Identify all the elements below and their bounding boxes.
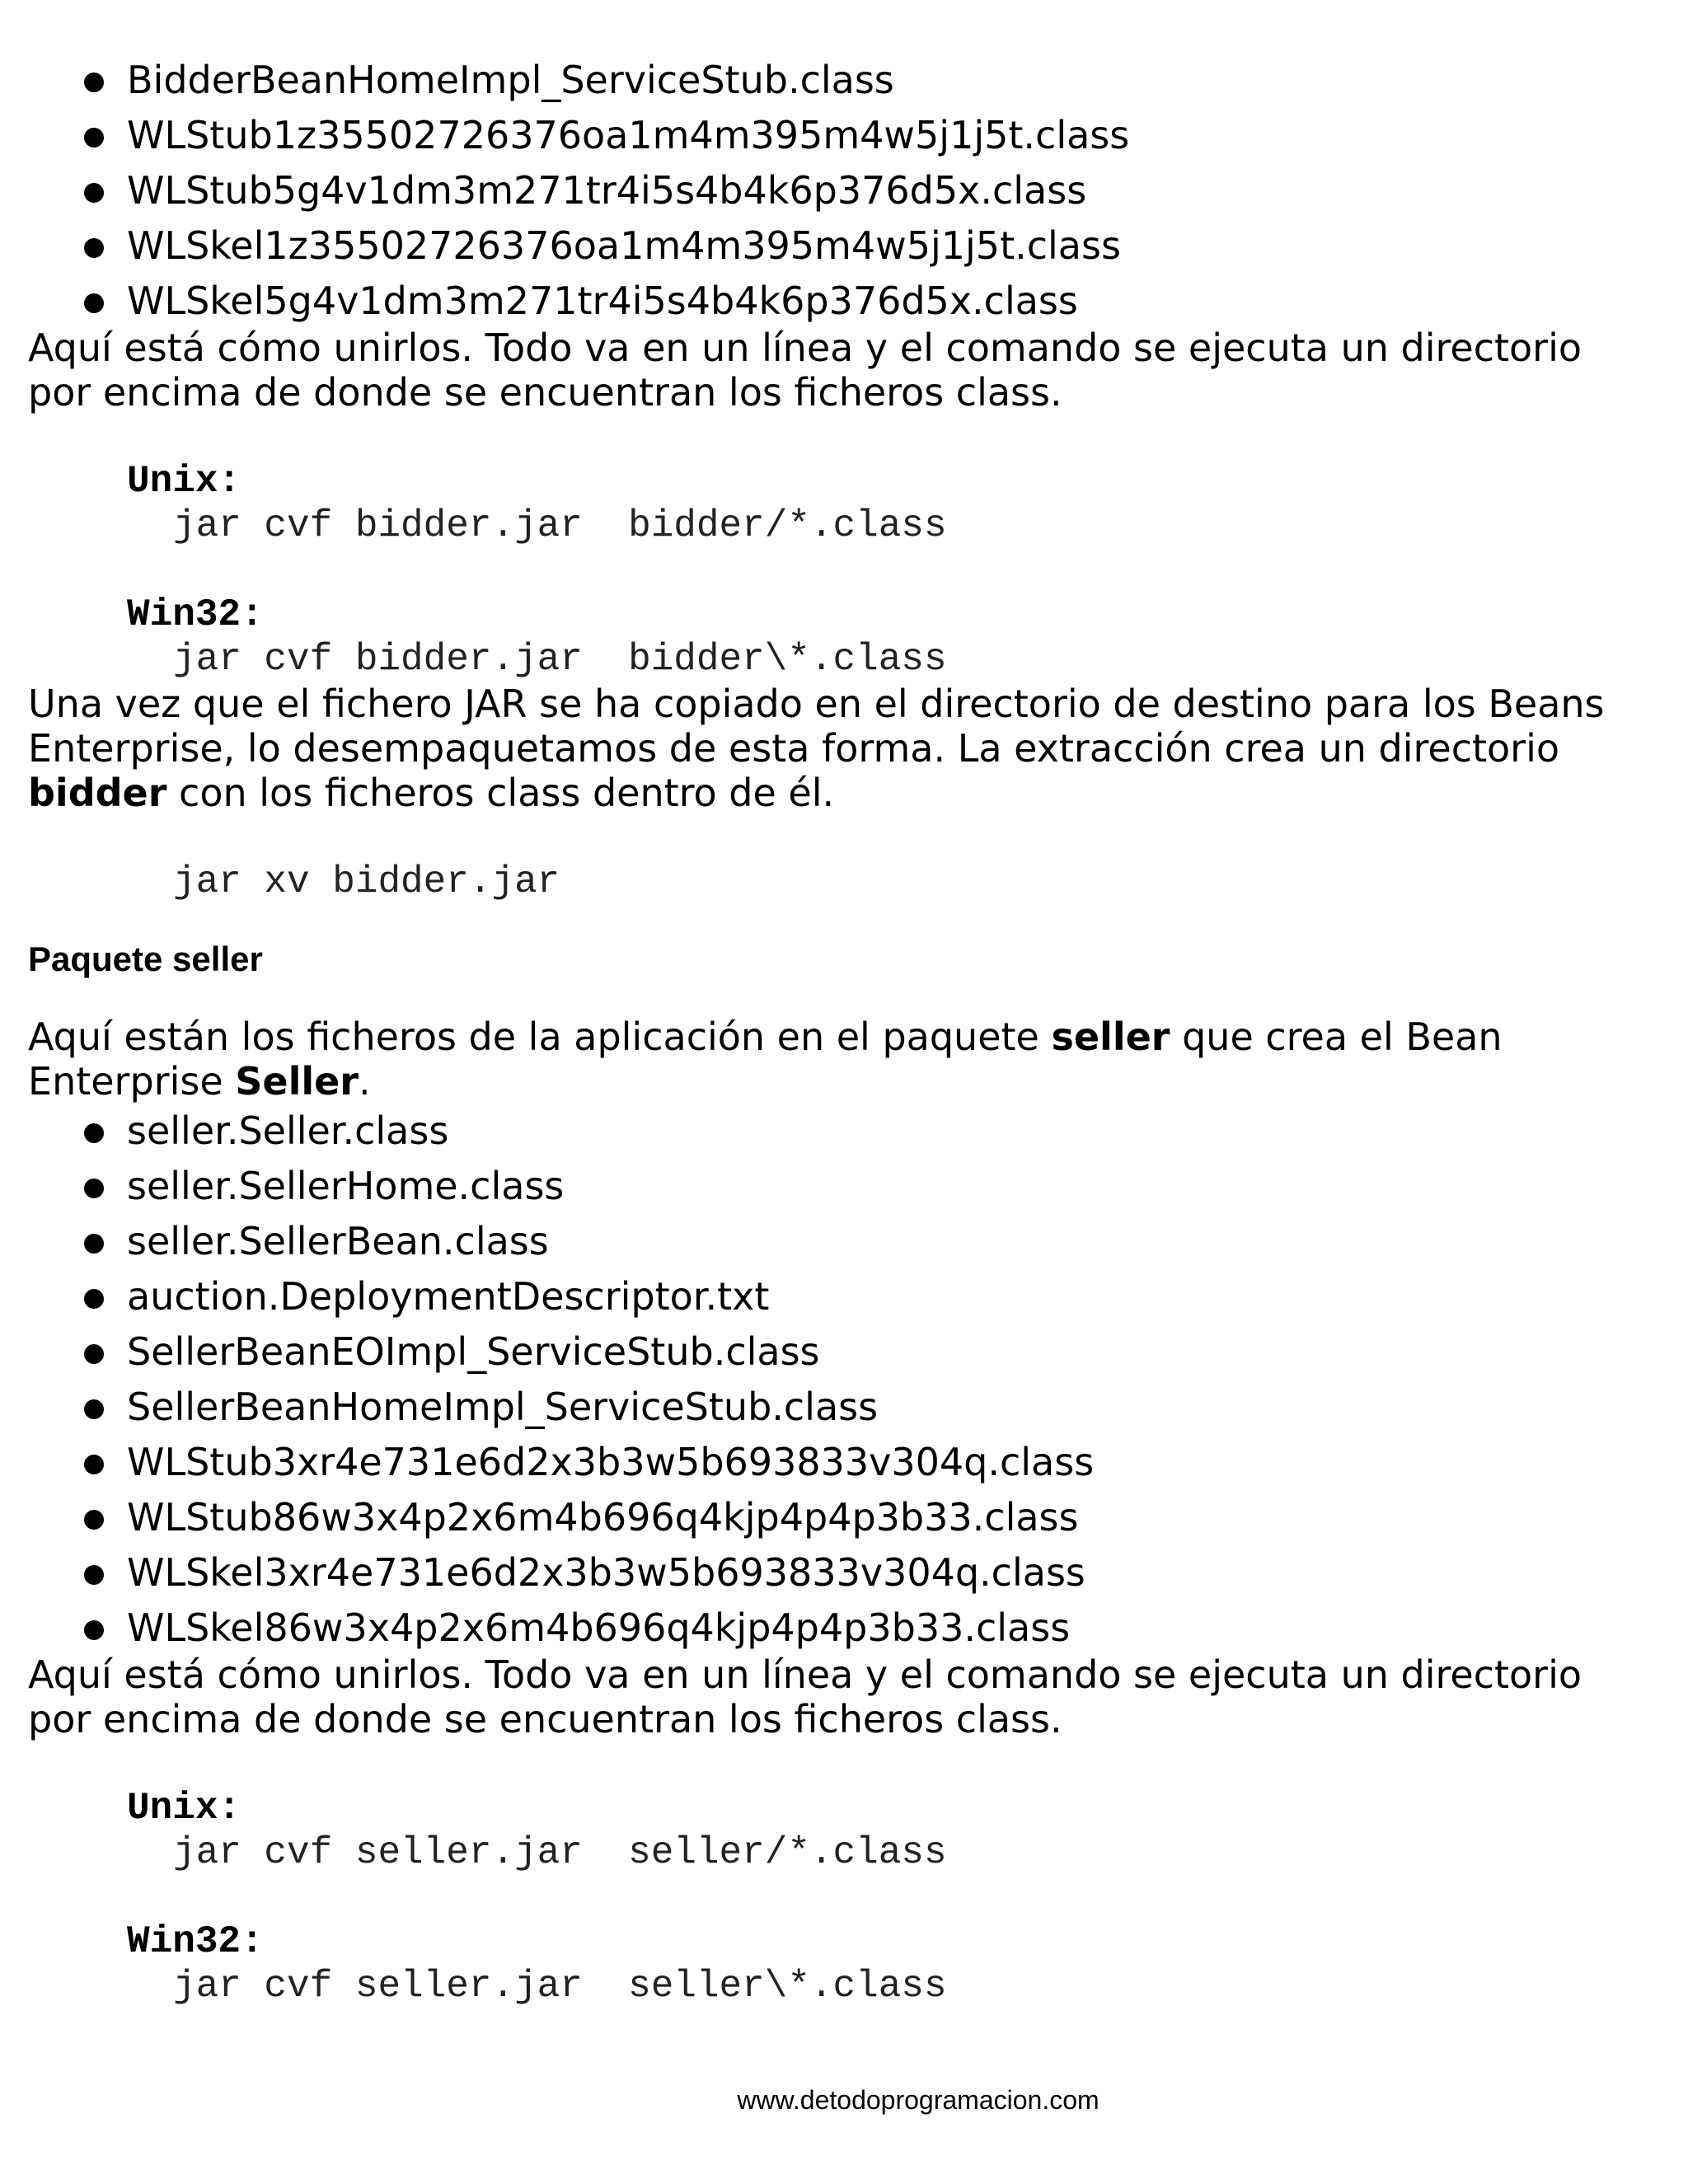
seller-term: seller: [1051, 1015, 1170, 1059]
document-page: [28, 53, 1660, 2008]
list-item: WLSkel3xr4e731e6d2x3b3w5b693833v304q.class: [127, 1545, 1660, 1601]
join-instructions-paragraph-2: Aquí está cómo unirlos. Todo va en un línea y el comando se ejecuta un directorio por encima de donde se encuentran los ficheros class.: [28, 1652, 1582, 1741]
bidder-file-list: [28, 53, 1660, 329]
bullet-icon: [84, 128, 104, 148]
bullet-icon: [84, 1234, 104, 1254]
list-item: WLSkel5g4v1dm3m271tr4i5s4b4k6p376d5x.class: [127, 274, 1660, 329]
bullet-icon: [84, 1123, 104, 1143]
bullet-icon: [84, 1399, 104, 1419]
unpack-paragraph: Una vez que el fichero JAR se ha copiado en el directorio de destino para los Beans Enterprise, lo desempaquetamos de esta forma. La extracción crea un directorio bidder con los ficheros class dentro de él.: [28, 682, 1605, 815]
unix-command: jar cvf bidder.jar bidder/*.class: [173, 504, 947, 547]
seller-file-list: [28, 1104, 1660, 1656]
win32-label: Win32:: [127, 593, 264, 636]
bullet-icon: [84, 1620, 104, 1640]
list-item: seller.SellerBean.class: [127, 1214, 1660, 1269]
bullet-icon: [84, 1510, 104, 1530]
bullet-icon: [84, 1344, 104, 1364]
seller-intro-paragraph: Aquí están los ficheros de la aplicación en el paquete seller que crea el Bean Enterprise Seller.: [28, 1015, 1503, 1104]
list-item: WLStub1z35502726376oa1m4m395m4w5j1j5t.class: [127, 108, 1660, 163]
list-item: WLSkel86w3x4p2x6m4b696q4kjp4p4p3b33.class: [127, 1601, 1660, 1656]
list-item: WLStub86w3x4p2x6m4b696q4kjp4p4p3b33.class: [127, 1490, 1660, 1545]
section-heading-seller: Paquete seller: [28, 940, 263, 978]
extract-command: jar xv bidder.jar: [173, 860, 560, 903]
unix-command: jar cvf seller.jar seller/*.class: [173, 1831, 947, 1874]
bullet-icon: [84, 1565, 104, 1585]
win32-label: Win32:: [127, 1920, 264, 1963]
bullet-icon: [84, 1455, 104, 1474]
seller-bean-term: Seller: [235, 1059, 359, 1104]
list-item: WLSkel1z35502726376oa1m4m395m4w5j1j5t.class: [127, 218, 1660, 274]
bullet-icon: [84, 183, 104, 203]
list-item: BidderBeanHomeImpl_ServiceStub.class: [127, 53, 1660, 108]
bidder-jar-commands: [28, 459, 1660, 682]
unix-label: Unix:: [127, 1787, 241, 1830]
list-item: SellerBeanHomeImpl_ServiceStub.class: [127, 1380, 1660, 1435]
win32-command: jar cvf bidder.jar bidder\*.class: [173, 638, 947, 681]
list-item: WLStub3xr4e731e6d2x3b3w5b693833v304q.class: [127, 1435, 1660, 1490]
list-item: seller.SellerHome.class: [127, 1159, 1660, 1214]
bullet-icon: [84, 73, 104, 92]
bidder-term: bidder: [28, 771, 167, 815]
list-item: WLStub5g4v1dm3m271tr4i5s4b4k6p376d5x.class: [127, 163, 1660, 218]
bullet-icon: [84, 238, 104, 258]
bullet-icon: [84, 293, 104, 313]
seller-jar-commands: [28, 1786, 1660, 2008]
join-instructions-paragraph: Aquí está cómo unirlos. Todo va en un línea y el comando se ejecuta un directorio por encima de donde se encuentran los ficheros class.: [28, 326, 1582, 415]
footer-link[interactable]: www.detodoprogramacion.com: [737, 2085, 1100, 2115]
extract-command-block: [28, 860, 1660, 904]
bullet-icon: [84, 1179, 104, 1198]
win32-command: jar cvf seller.jar seller\*.class: [173, 1965, 947, 2008]
bullet-icon: [84, 1289, 104, 1309]
list-item: auction.DeploymentDescriptor.txt: [127, 1269, 1660, 1324]
unix-label: Unix:: [127, 460, 241, 503]
list-item: SellerBeanEOImpl_ServiceStub.class: [127, 1324, 1660, 1380]
list-item: seller.Seller.class: [127, 1104, 1660, 1159]
footer-url: [0, 2083, 1688, 2116]
